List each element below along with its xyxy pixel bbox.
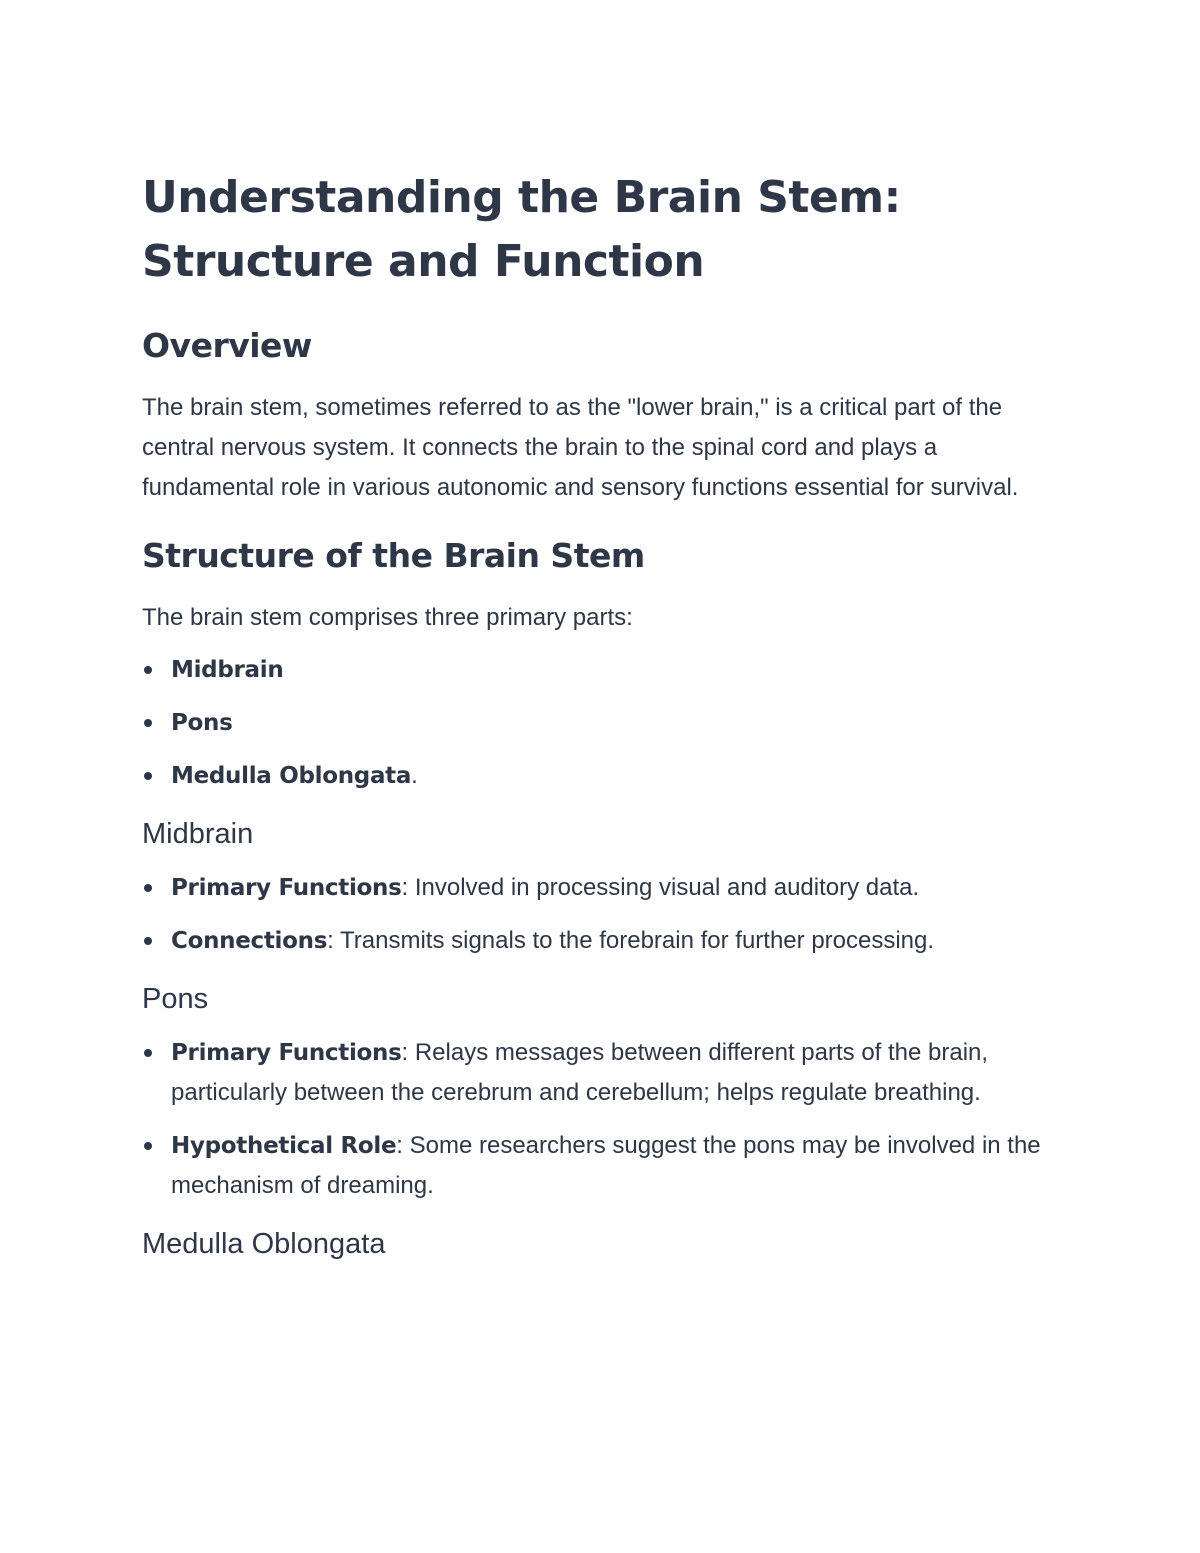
item-term: Primary Functions bbox=[171, 875, 402, 901]
list-item bbox=[142, 1126, 1062, 1206]
item-term: Hypothetical Role bbox=[171, 1133, 397, 1159]
bullet-icon bbox=[144, 937, 152, 945]
item-term: Connections bbox=[171, 928, 328, 954]
item-text: : Involved in processing visual and auditory data. bbox=[401, 874, 920, 901]
list-item bbox=[142, 756, 1062, 796]
overview-heading: Overview bbox=[142, 326, 312, 365]
overview-paragraph: The brain stem, sometimes referred to as the "lower brain," is a critical part of the central nervous system. It connects the brain to the spinal cord and plays a fundamental role in various autonomic and sensory functions essential for survival. bbox=[142, 394, 1019, 501]
part-name: Pons bbox=[171, 710, 233, 736]
bullet-icon bbox=[144, 719, 152, 727]
document-page bbox=[142, 166, 1062, 1278]
midbrain-heading: Midbrain bbox=[142, 818, 254, 850]
bullet-icon bbox=[144, 884, 152, 892]
midbrain-list bbox=[142, 868, 1062, 961]
pons-heading: Pons bbox=[142, 983, 209, 1015]
bullet-icon bbox=[144, 1142, 152, 1150]
title-line-2: Structure and Function bbox=[142, 236, 705, 287]
item-text: : Some researchers suggest the pons may be involved in the mechanism of dreaming. bbox=[171, 1132, 1041, 1199]
structure-heading: Structure of the Brain Stem bbox=[142, 536, 645, 575]
list-item bbox=[142, 703, 1062, 743]
document-title bbox=[142, 166, 1062, 294]
bullet-icon bbox=[144, 666, 152, 674]
bullet-icon bbox=[144, 1049, 152, 1057]
item-term: Primary Functions bbox=[171, 1040, 402, 1066]
list-item bbox=[142, 921, 1062, 961]
part-name: Medulla Oblongata bbox=[171, 763, 412, 789]
item-text: : Transmits signals to the forebrain for further processing. bbox=[327, 927, 935, 954]
part-name: Midbrain bbox=[171, 657, 284, 683]
list-item bbox=[142, 1033, 1062, 1113]
bullet-icon bbox=[144, 772, 152, 780]
structure-parts-list bbox=[142, 650, 1062, 796]
structure-intro: The brain stem comprises three primary parts: bbox=[142, 604, 633, 631]
title-line-1: Understanding the Brain Stem: bbox=[142, 172, 901, 223]
pons-list bbox=[142, 1033, 1062, 1206]
list-item bbox=[142, 868, 1062, 908]
item-text: : Relays messages between different parts of the brain, particularly between the cerebrum and cerebellum; helps regulate breathing. bbox=[171, 1039, 989, 1106]
part-suffix: . bbox=[411, 762, 418, 789]
medulla-heading: Medulla Oblongata bbox=[142, 1228, 386, 1260]
list-item bbox=[142, 650, 1062, 690]
